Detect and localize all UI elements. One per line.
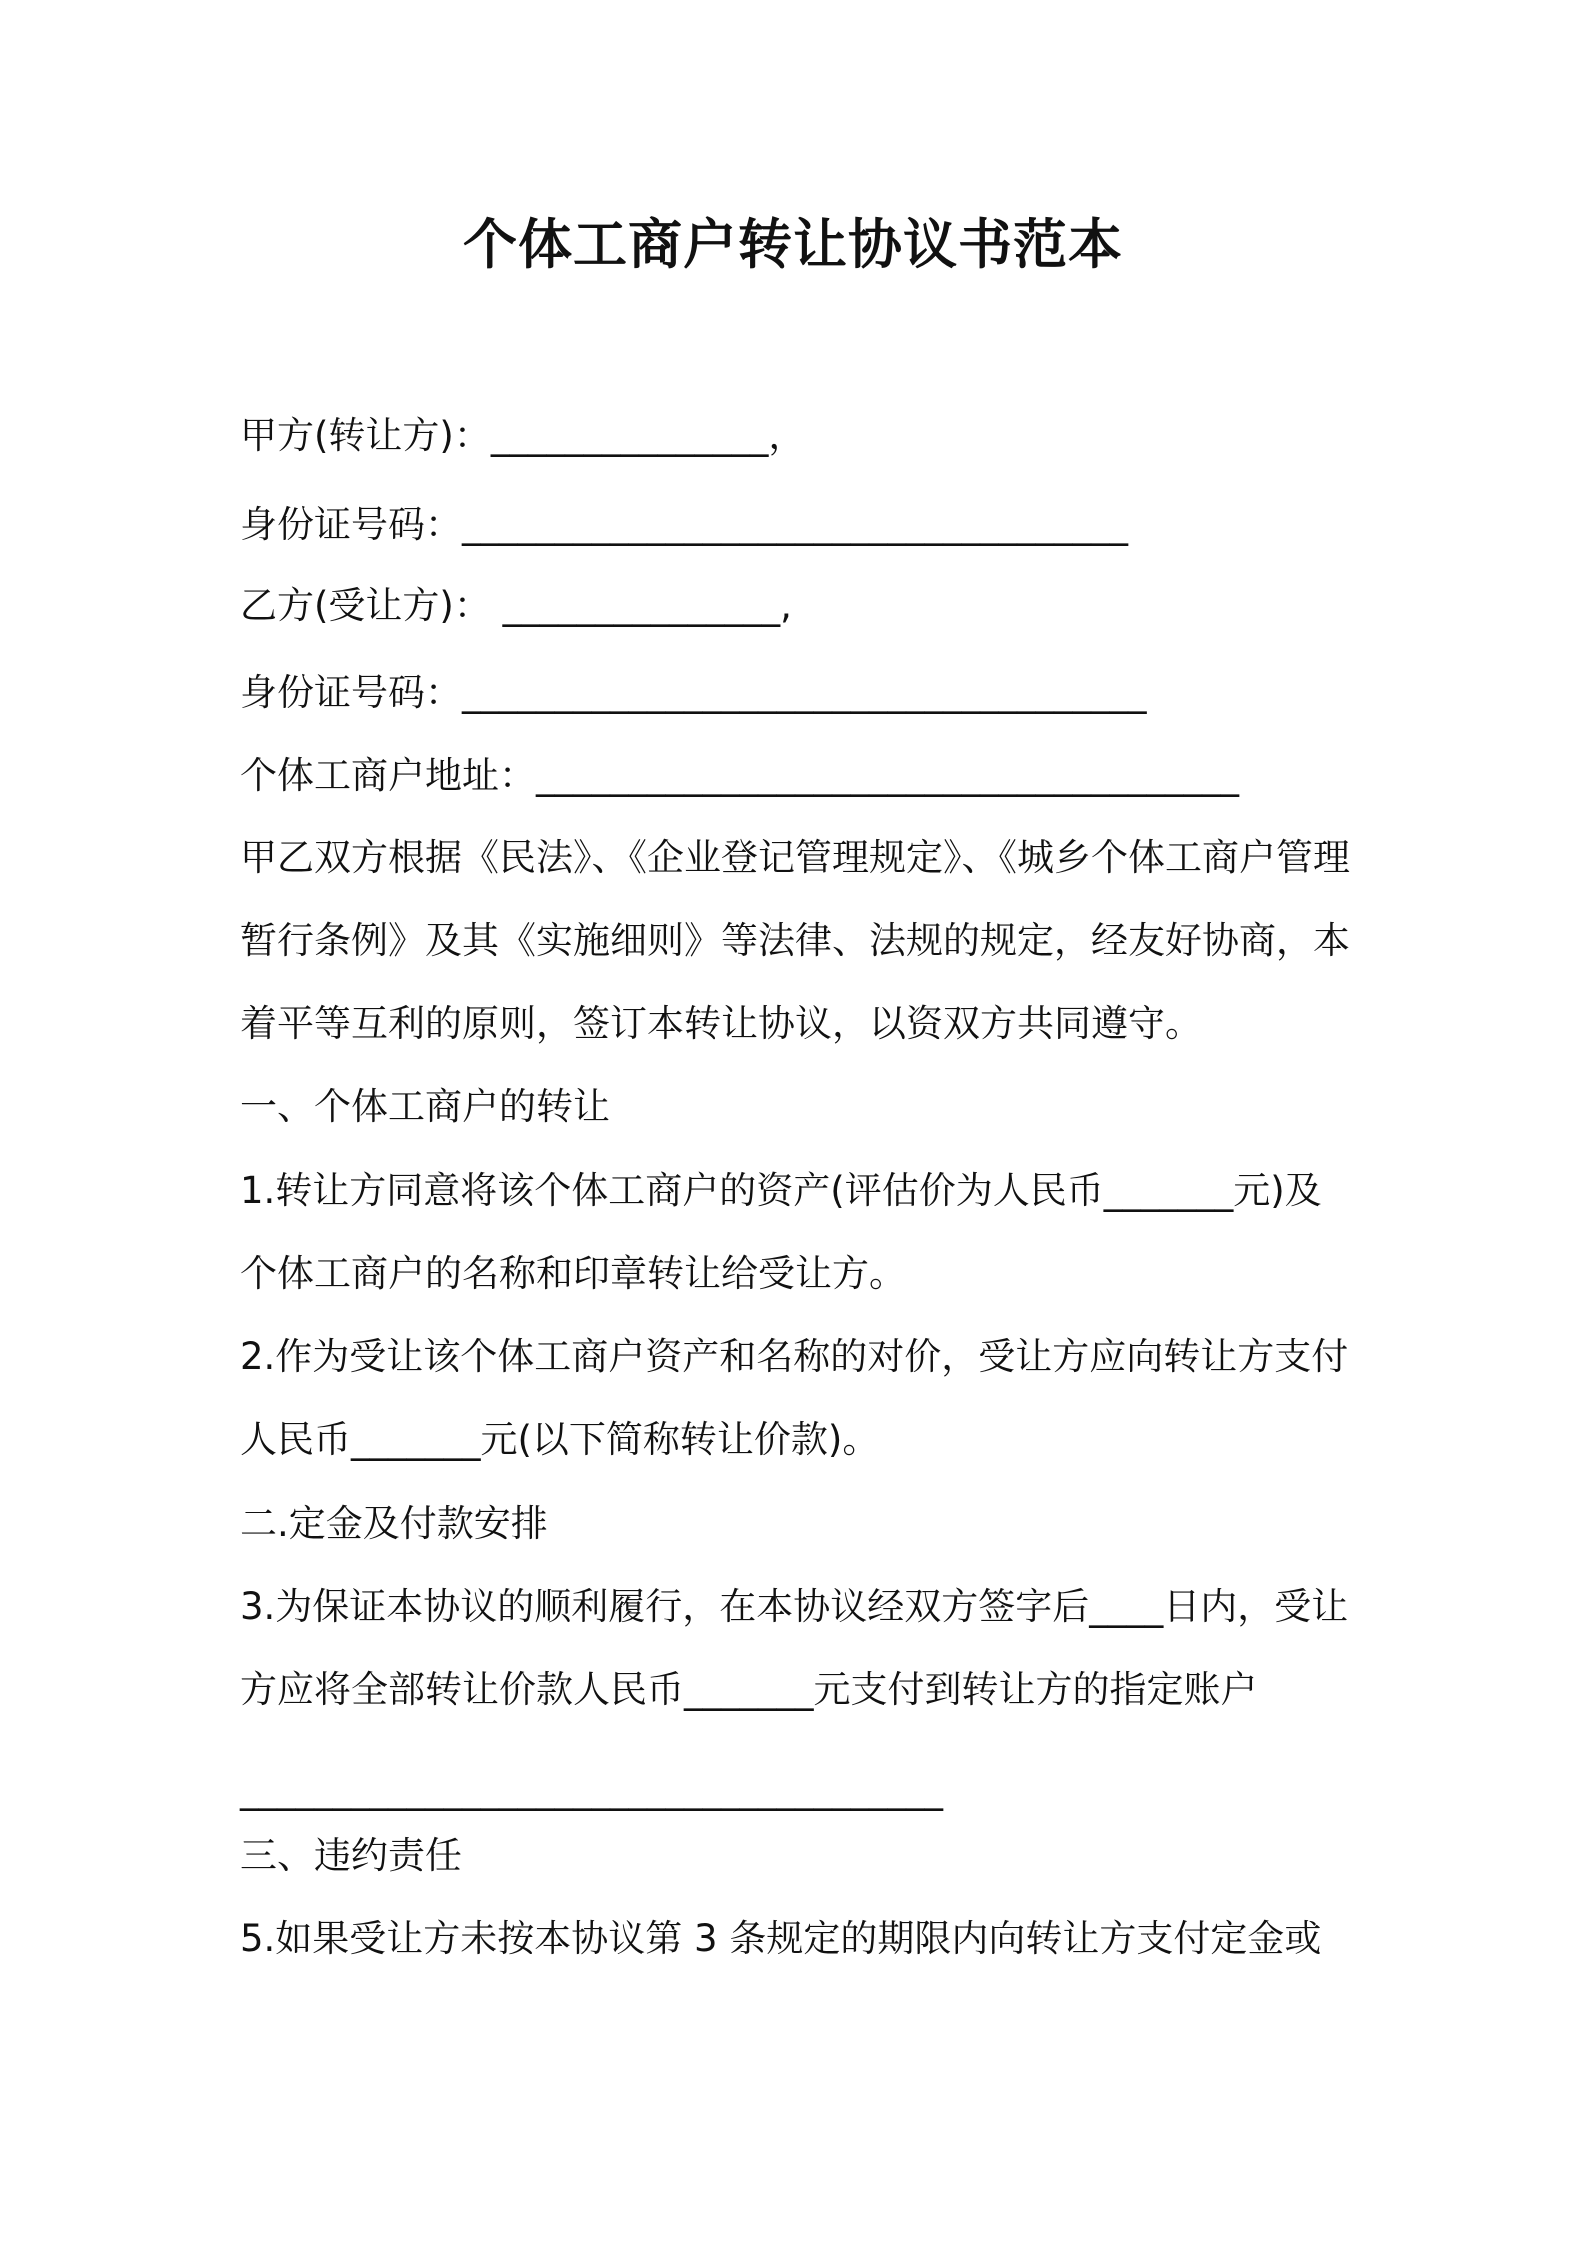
- preamble-line-2: 暂行条例》及其《实施细则》等法律、法规的规定，经友好协商，本: [240, 919, 1350, 962]
- clause-2-line-1: 2.作为受让该个体工商户资产和名称的对价，受让方应向转让方支付: [240, 1335, 1349, 1378]
- section-heading-2: 二.定金及付款安排: [240, 1502, 548, 1545]
- section-heading-3: 三、违约责任: [240, 1834, 462, 1877]
- clause-1-line-1: 1.转让方同意将该个体工商户的资产(评估价为人民币_______元)及: [240, 1169, 1322, 1212]
- clause-3-line-1: 3.为保证本协议的顺利履行，在本协议经双方签字后____日内，受让: [240, 1585, 1349, 1628]
- party-a-line: 甲方(转让方)：_______________，: [240, 414, 806, 457]
- party-b-id-line: 身份证号码：_____________________________________: [240, 671, 1147, 714]
- clause-5-line-1: 5.如果受让方未按本协议第 3 条规定的期限内向转让方支付定金或: [240, 1917, 1322, 1960]
- business-address-line: 个体工商户地址：______________________________________: [240, 754, 1239, 797]
- document-title: 个体工商户转让协议书范本: [463, 213, 1123, 276]
- preamble-line-1: 甲乙双方根据《民法》、《企业登记管理规定》、《城乡个体工商户管理: [240, 836, 1350, 879]
- account-blank-line: ______________________________________: [240, 1768, 943, 1811]
- clause-3-line-2: 方应将全部转让价款人民币_______元支付到转让方的指定账户: [240, 1668, 1258, 1711]
- party-a-id-line: 身份证号码：____________________________________: [240, 503, 1128, 546]
- preamble-line-3: 着平等互利的原则，签订本转让协议，以资双方共同遵守。: [240, 1002, 1202, 1045]
- party-b-line: 乙方(受让方)： _______________,: [240, 584, 792, 627]
- clause-2-line-2: 人民币_______元(以下简称转让价款)。: [240, 1418, 880, 1461]
- clause-1-line-2: 个体工商户的名称和印章转让给受让方。: [240, 1252, 906, 1295]
- section-heading-1: 一、个体工商户的转让: [240, 1085, 610, 1128]
